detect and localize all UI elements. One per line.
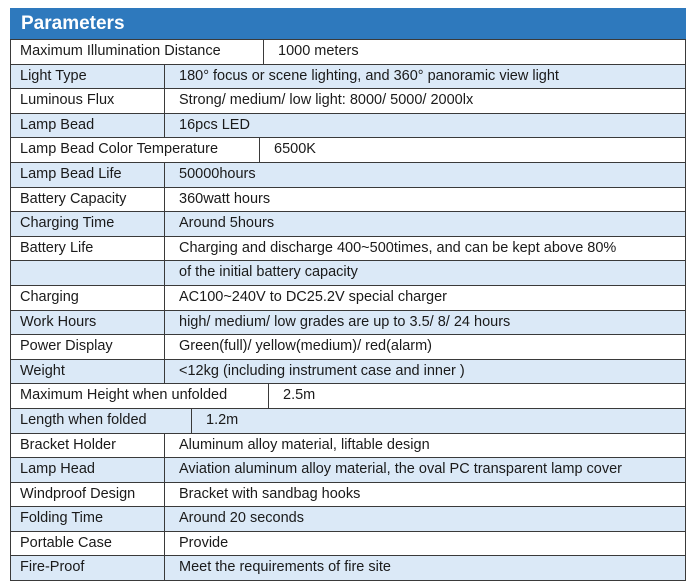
param-value: 1000 meters xyxy=(263,40,685,64)
table-row xyxy=(11,285,685,310)
param-value: 6500K xyxy=(259,138,685,162)
table-row xyxy=(11,162,685,187)
parameters-sheet xyxy=(10,8,686,581)
table-row xyxy=(11,88,685,113)
param-name: Lamp Bead xyxy=(20,116,95,133)
param-value: high/ medium/ low grades are up to 3.5/ 8/ 24 hours xyxy=(164,311,685,335)
param-value: 1.2m xyxy=(191,409,685,433)
param-value: Meet the requirements of fire site xyxy=(164,556,685,580)
param-value: 180° focus or scene lighting, and 360° panoramic view light xyxy=(164,65,685,89)
param-name: Lamp Bead Color Temperature xyxy=(20,141,219,158)
param-name xyxy=(11,261,164,285)
param-value: Provide xyxy=(164,532,685,556)
table-row xyxy=(11,113,685,138)
table-row xyxy=(11,482,685,507)
parameters-title: Parameters xyxy=(10,8,686,39)
table-row xyxy=(11,408,685,433)
param-name: Charging Time xyxy=(20,215,115,232)
param-value: Charging and discharge 400~500times, and can be kept above 80% xyxy=(164,237,685,261)
param-value: AC100~240V to DC25.2V special charger xyxy=(164,286,685,310)
param-name: Luminous Flux xyxy=(20,92,115,109)
param-name: Bracket Holder xyxy=(20,436,116,453)
table-row xyxy=(11,310,685,335)
param-value: Strong/ medium/ low light: 8000/ 5000/ 2000lx xyxy=(164,89,685,113)
param-name: Work Hours xyxy=(20,313,97,330)
table-row xyxy=(11,383,685,408)
param-name: Battery Capacity xyxy=(20,190,127,207)
param-name: Length when folded xyxy=(20,411,147,428)
param-name: Light Type xyxy=(20,67,87,84)
param-value: 360watt hours xyxy=(164,188,685,212)
table-row xyxy=(11,359,685,384)
param-name: Maximum Height when unfolded xyxy=(20,387,228,404)
param-value: 2.5m xyxy=(268,384,685,408)
table-row xyxy=(11,433,685,458)
param-value: of the initial battery capacity xyxy=(164,261,685,285)
param-value: 50000hours xyxy=(164,163,685,187)
param-name: Battery Life xyxy=(20,239,94,256)
table-row xyxy=(11,39,685,64)
table-row xyxy=(11,187,685,212)
table-row xyxy=(11,236,685,261)
parameters-table xyxy=(10,39,686,581)
param-value: 16pcs LED xyxy=(164,114,685,138)
param-value: Around 20 seconds xyxy=(164,507,685,531)
param-value: <12kg (including instrument case and inner ) xyxy=(164,360,685,384)
table-row xyxy=(11,457,685,482)
table-row xyxy=(11,64,685,89)
param-name: Lamp Bead Life xyxy=(20,165,122,182)
table-row xyxy=(11,531,685,556)
param-value: Around 5hours xyxy=(164,212,685,236)
param-name: Power Display xyxy=(20,338,113,355)
table-row xyxy=(11,555,685,580)
param-name: Folding Time xyxy=(20,510,104,527)
param-value: Green(full)/ yellow(medium)/ red(alarm) xyxy=(164,335,685,359)
param-name: Lamp Head xyxy=(20,461,95,478)
table-row xyxy=(11,260,685,285)
table-row xyxy=(11,506,685,531)
param-value: Aluminum alloy material, liftable design xyxy=(164,434,685,458)
param-name: Maximum Illumination Distance xyxy=(20,43,221,59)
param-name: Portable Case xyxy=(20,534,112,551)
table-row xyxy=(11,334,685,359)
param-name: Weight xyxy=(20,362,65,379)
param-name: Charging xyxy=(20,288,79,305)
table-row xyxy=(11,137,685,162)
param-value: Bracket with sandbag hooks xyxy=(164,483,685,507)
param-value: Aviation aluminum alloy material, the oval PC transparent lamp cover xyxy=(164,458,685,482)
param-name: Windproof Design xyxy=(20,485,136,502)
param-name: Fire-Proof xyxy=(20,559,85,576)
table-row xyxy=(11,211,685,236)
